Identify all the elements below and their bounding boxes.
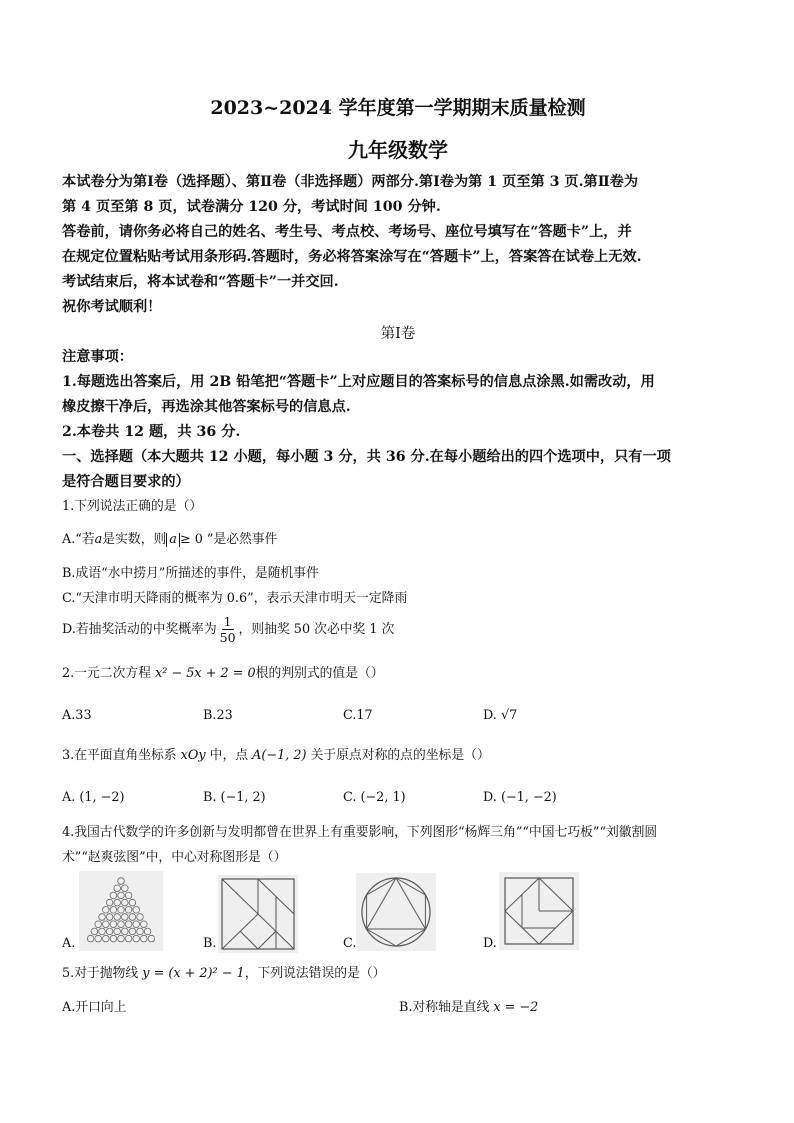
fraction-numerator: 1 [223,614,232,629]
fraction-denominator: 50 [219,630,236,645]
q2-option-a: A.33 [62,708,92,723]
q3-option-b: B. (−1, 2) [203,790,266,805]
exam-subtitle: 九年级数学 [348,138,448,162]
exam-title: 2023~2024 学年度第一学期期末质量检测 [210,97,586,119]
note-line: 1.每题选出答案后，用 2B 铅笔把“答题卡”上对应题目的答案标号的信息点涂黑.如需改动，用 [62,374,655,390]
section-title: 第Ⅰ卷 [380,326,416,342]
q5-b-equation: x = −2 [493,1000,539,1015]
intro-line: 考试结束后，将本试卷和“答题卡”一并交回. [62,274,339,290]
notes-block [62,345,734,495]
q3-text: 中，点 [205,748,253,763]
q1-option-b: B.成语“水中捞月”所描述的事件，是随机事件 [62,566,319,581]
q4-label-d: D. [483,936,497,951]
q1-a-text: 是实数，则 [102,532,167,547]
intro-line: 在规定位置粘贴考试用条形码.答题时，务必将答案涂写在“答题卡”上，答案答在试卷上无效. [62,249,642,265]
q3-text: 3.在平面直角坐标系 [62,748,181,763]
q4-stem-line1: 4.我国古代数学的许多创新与发明都曾在世界上有重要影响，下列图形“杨辉三角”“中国七巧板”“刘徽割圆 [62,825,658,840]
liu-hui-circle-icon [356,873,436,951]
note-line: 一、选择题（本大题共 12 小题，每小题 3 分，共 36 分.在每小题给出的四个选项中，只有一项 [62,449,671,465]
q1-option-c: C.“天津市明天降雨的概率为 0.6”，表示天津市明天一定降雨 [62,591,408,606]
q1-d-text: ，则抽奖 50 次必中奖 1 次 [238,622,395,637]
q1-a-abs: a [166,533,180,547]
q2-option-d: D. √7 [483,708,518,723]
intro-line: 本试卷分为第Ⅰ卷（选择题）、第Ⅱ卷（非选择题）两部分.第Ⅰ卷为第 1 页至第 3 页.第Ⅱ卷为 [62,174,639,190]
q5-option-a: A.开口向上 [62,1000,127,1015]
q2-stem [62,664,384,684]
note-line: 2.本卷共 12 题，共 36 分. [62,424,241,440]
q5-option-b [399,998,538,1018]
q5-text: 5.对于抛物线 [62,966,143,981]
q4-label-b: B. [203,936,217,951]
fraction [220,614,236,645]
intro-line: 答卷前，请你务必将自己的姓名、考生号、考点校、考场号、座位号填写在“答题卡”上，并 [62,224,632,240]
q1-option-d [62,614,394,645]
q3-stem [62,746,490,766]
q3-coord-system: xOy [180,748,206,763]
intro-line: 第 4 页至第 8 页，试卷满分 120 分，考试时间 100 分钟. [62,199,441,215]
q4-stem-line2: 术”“赵爽弦图”中，中心对称图形是（） [62,850,287,865]
q3-text: 关于原点对称的点的坐标是（） [306,748,490,763]
q3-point: A(−1, 2) [252,748,307,763]
q1-a-text: ≥ 0 ”是必然事件 [179,532,278,547]
q4-label-a: A. [62,936,76,951]
q4-label-c: C. [343,936,357,951]
q1-option-a [62,530,277,550]
q3-option-d: D. (−1, −2) [483,790,557,805]
q1-d-text: D.若抽奖活动的中奖概率为 [62,622,217,637]
note-line: 注意事项： [62,349,133,365]
q2-option-c: C.17 [343,708,373,723]
q2-text: 根的判别式的值是（） [255,666,384,681]
q1-a-text: A.“若 [62,532,95,547]
q5-text: ，下列说法错误的是（） [244,966,386,981]
q3-option-a: A. (1, −2) [62,790,125,805]
q2-equation: x² − 5x + 2 = 0 [155,666,256,681]
note-line: 是符合题目要求的） [62,474,190,490]
note-line: 橡皮擦干净后，再选涂其他答案标号的信息点. [62,399,351,415]
intro-block [62,170,734,320]
q1-a-var: a [94,532,103,547]
q3-option-c: C. (−2, 1) [343,790,406,805]
q2-text: 2.一元二次方程 [62,666,156,681]
zhao-shuang-diagram-icon [499,872,579,950]
intro-line: 祝你考试顺利！ [62,299,162,315]
q5-b-text: B.对称轴是直线 [399,1000,494,1015]
q5-equation: y = (x + 2)² − 1 [142,966,245,981]
q1-stem: 1.下列说法正确的是（） [62,499,203,514]
q5-stem [62,964,385,984]
q2-option-b: B.23 [203,708,233,723]
tangram-icon [218,875,298,953]
yang-hui-triangle-icon [79,871,163,951]
